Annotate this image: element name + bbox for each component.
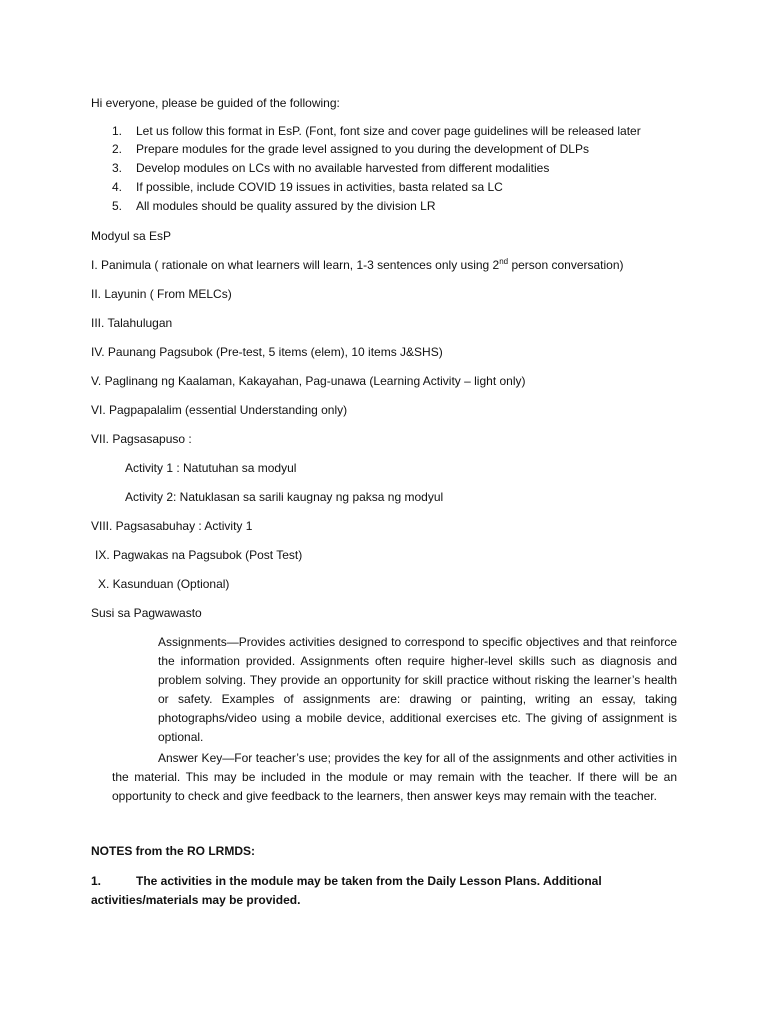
- note-text: The activities in the module may be taken from the Daily Lesson Plans. Additional: [136, 874, 602, 888]
- section-layunin: II. Layunin ( From MELCs): [91, 287, 232, 301]
- list-text: Prepare modules for the grade level assigned to you during the development of DLPs: [136, 142, 589, 156]
- section-susi: Susi sa Pagwawasto: [91, 606, 202, 620]
- section-pagsasabuhay: VIII. Pagsasabuhay : Activity 1: [91, 519, 253, 533]
- note-number: 1.: [91, 874, 102, 888]
- list-text: Develop modules on LCs with no available harvested from different modalities: [136, 161, 550, 175]
- list-number: 2.: [112, 142, 123, 156]
- section-kasunduan: X. Kasunduan (Optional): [98, 577, 230, 591]
- notes-heading: NOTES from the RO LRMDS:: [91, 844, 255, 858]
- section-pagsasapuso: VII. Pagsasapuso :: [91, 432, 192, 446]
- list-text: If possible, include COVID 19 issues in activities, basta related sa LC: [136, 180, 503, 194]
- assignments-paragraph: Assignments—Provides activities designed to correspond to specific objectives and that reinforce the information provided. Assignments often require higher-level skills such as diagnosis and problem solving. They provide an opportunity for skill practice without risking the learner’s health or safety. Examples of assignments are: drawing or painting, writing an essay, taking photographs/video using a mobile device, additional exercises etc. The giving of assignment is optional.: [158, 635, 677, 744]
- list-text: Let us follow this format in EsP. (Font, font size and cover page guidelines will be released later: [136, 124, 641, 138]
- section-panimula: [91, 257, 624, 273]
- list-item: [112, 198, 436, 214]
- note-item: [91, 873, 602, 889]
- panimula-text: I. Panimula ( rationale on what learners will learn, 1-3 sentences only using 2: [91, 258, 500, 272]
- activity-2: Activity 2: Natuklasan sa sarili kaugnay ng paksa ng modyul: [125, 490, 444, 504]
- list-number: 4.: [112, 180, 123, 194]
- note-item-continued: activities/materials may be provided.: [91, 893, 301, 907]
- activity-1: Activity 1 : Natutuhan sa modyul: [125, 461, 297, 475]
- greeting-text: Hi everyone, please be guided of the following:: [91, 96, 340, 110]
- list-item: [112, 160, 549, 176]
- panimula-text-end: person conversation): [508, 258, 624, 272]
- ordinal-superscript: nd: [499, 257, 509, 266]
- section-pagpapalalim: VI. Pagpapalalim (essential Understanding only): [91, 403, 348, 417]
- module-title: Modyul sa EsP: [91, 229, 172, 243]
- list-item: [112, 141, 589, 157]
- section-talahulugan: III. Talahulugan: [91, 316, 173, 330]
- list-number: 3.: [112, 161, 123, 175]
- list-item: [112, 179, 503, 195]
- answer-key-paragraph: Answer Key—For teacher’s use; provides the key for all of the assignments and other activities in the material. This may be included in the module or may remain with the teacher. If there will be an opportunity to check and give feedback to the learners, then answer keys may remain with the teacher.: [112, 751, 677, 803]
- section-pagwakas: IX. Pagwakas na Pagsubok (Post Test): [95, 548, 303, 562]
- list-text: All modules should be quality assured by the division LR: [136, 199, 436, 213]
- section-paglinang: V. Paglinang ng Kaalaman, Kakayahan, Pag-unawa (Learning Activity – light only): [91, 374, 526, 388]
- section-paunang-pagsubok: IV. Paunang Pagsubok (Pre-test, 5 items (elem), 10 items J&SHS): [91, 345, 443, 359]
- list-number: 1.: [112, 124, 123, 138]
- list-item: [112, 123, 641, 139]
- list-number: 5.: [112, 199, 123, 213]
